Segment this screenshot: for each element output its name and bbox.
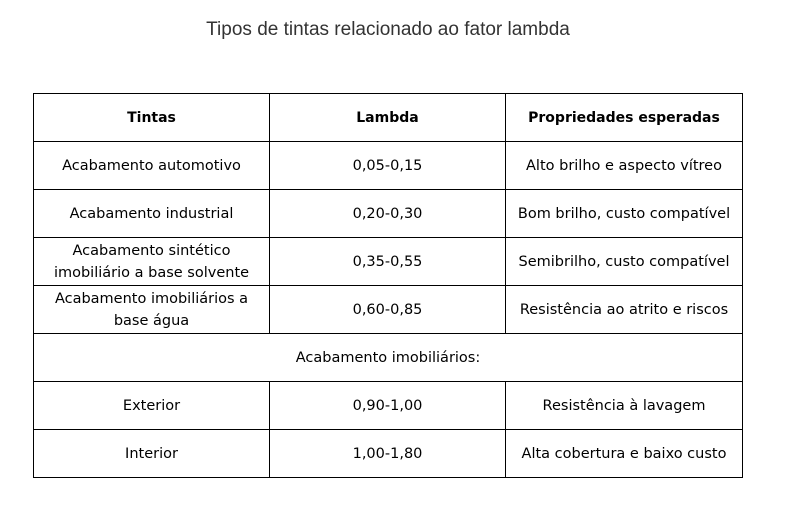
cell-propriedades: Alta cobertura e baixo custo [506, 430, 743, 478]
header-lambda: Lambda [270, 94, 506, 142]
section-label: Acabamento imobiliários: [34, 334, 743, 382]
section-row [34, 334, 743, 382]
table-row [34, 142, 743, 190]
cell-tinta: Exterior [34, 382, 270, 430]
cell-tinta: Acabamento automotivo [34, 142, 270, 190]
header-propriedades: Propriedades esperadas [506, 94, 743, 142]
table-row [34, 286, 743, 334]
cell-lambda: 1,00-1,80 [270, 430, 506, 478]
cell-lambda: 0,90-1,00 [270, 382, 506, 430]
cell-tinta: Acabamento industrial [34, 190, 270, 238]
cell-lambda: 0,20-0,30 [270, 190, 506, 238]
table-header-row [34, 94, 743, 142]
table-row [34, 190, 743, 238]
cell-lambda: 0,35-0,55 [270, 238, 506, 286]
cell-propriedades: Alto brilho e aspecto vítreo [506, 142, 743, 190]
cell-tinta: Acabamento sintético imobiliário a base solvente [34, 238, 270, 286]
cell-tinta: Interior [34, 430, 270, 478]
cell-propriedades: Bom brilho, custo compatível [506, 190, 743, 238]
cell-propriedades: Resistência ao atrito e riscos [506, 286, 743, 334]
table-row [34, 238, 743, 286]
cell-tinta: Acabamento imobiliários a base água [34, 286, 270, 334]
cell-propriedades: Semibrilho, custo compatível [506, 238, 743, 286]
cell-propriedades: Resistência à lavagem [506, 382, 743, 430]
table-row [34, 382, 743, 430]
cell-lambda: 0,60-0,85 [270, 286, 506, 334]
cell-lambda: 0,05-0,15 [270, 142, 506, 190]
paint-lambda-table [33, 93, 743, 478]
table-row [34, 430, 743, 478]
header-tintas: Tintas [34, 94, 270, 142]
page-title: Tipos de tintas relacionado ao fator lambda [206, 19, 570, 40]
